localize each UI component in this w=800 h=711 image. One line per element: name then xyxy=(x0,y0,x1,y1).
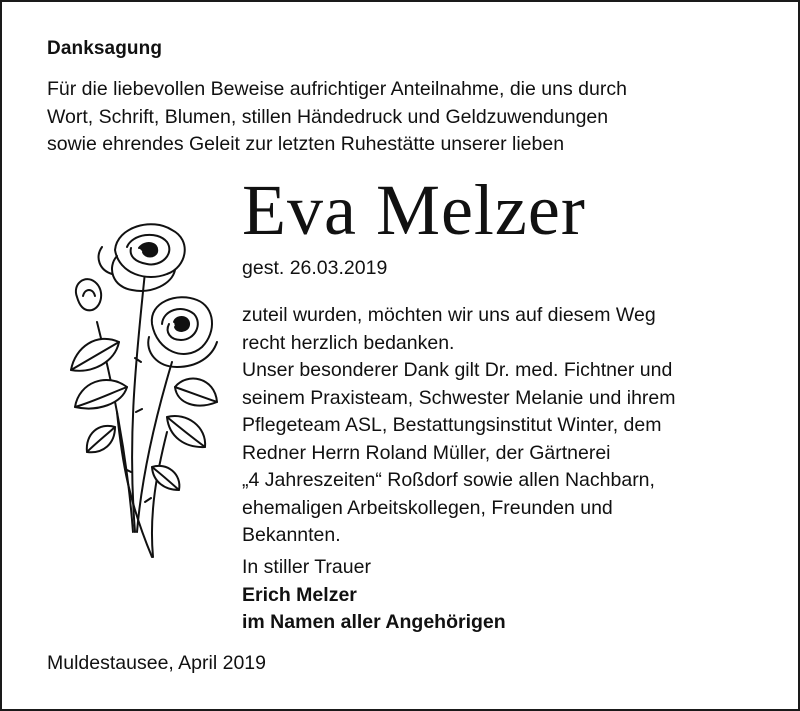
intro-line: Für die liebevollen Beweise aufrichtiger Anteilnahme, die uns durch xyxy=(47,78,627,100)
body-line: recht herzlich bedanken. xyxy=(242,331,455,354)
body-line: Pflegeteam ASL, Bestattungsinstitut Winter, dem xyxy=(242,414,662,436)
closing-phrase: In stiller Trauer xyxy=(242,556,371,578)
signature-block xyxy=(242,554,506,637)
body-line: ehemaligen Arbeitskollegen, Freunden und xyxy=(242,496,613,519)
intro-line: sowie ehrendes Geleit zur letzten Ruhestätte unserer lieben xyxy=(47,133,565,155)
intro-paragraph xyxy=(47,76,627,159)
body-line: zuteil wurden, möchten wir uns auf diesem Weg xyxy=(242,304,656,326)
thanks-paragraph xyxy=(242,302,676,550)
roses-illustration xyxy=(57,212,227,562)
intro-line: Wort, Schrift, Blumen, stillen Händedruck und Geldzuwendungen xyxy=(47,105,609,128)
body-line: seinem Praxisteam, Schwester Melanie und ihrem xyxy=(242,386,676,409)
place-and-date: Muldestausee, April 2019 xyxy=(47,652,266,674)
deceased-name: Eva Melzer xyxy=(242,170,586,250)
signer-note: im Namen aller Angehörigen xyxy=(242,611,506,633)
body-line: „4 Jahreszeiten“ Roßdorf sowie allen Nachbarn, xyxy=(242,469,655,491)
notice-heading: Danksagung xyxy=(47,38,163,59)
body-line: Redner Herrn Roland Müller, der Gärtnerei xyxy=(242,441,611,464)
date-of-death: gest. 26.03.2019 xyxy=(242,257,388,279)
body-line: Unser besonderer Dank gilt Dr. med. Fichtner und xyxy=(242,359,673,381)
signer-name: Erich Melzer xyxy=(242,583,357,606)
body-line: Bekannten. xyxy=(242,524,341,546)
